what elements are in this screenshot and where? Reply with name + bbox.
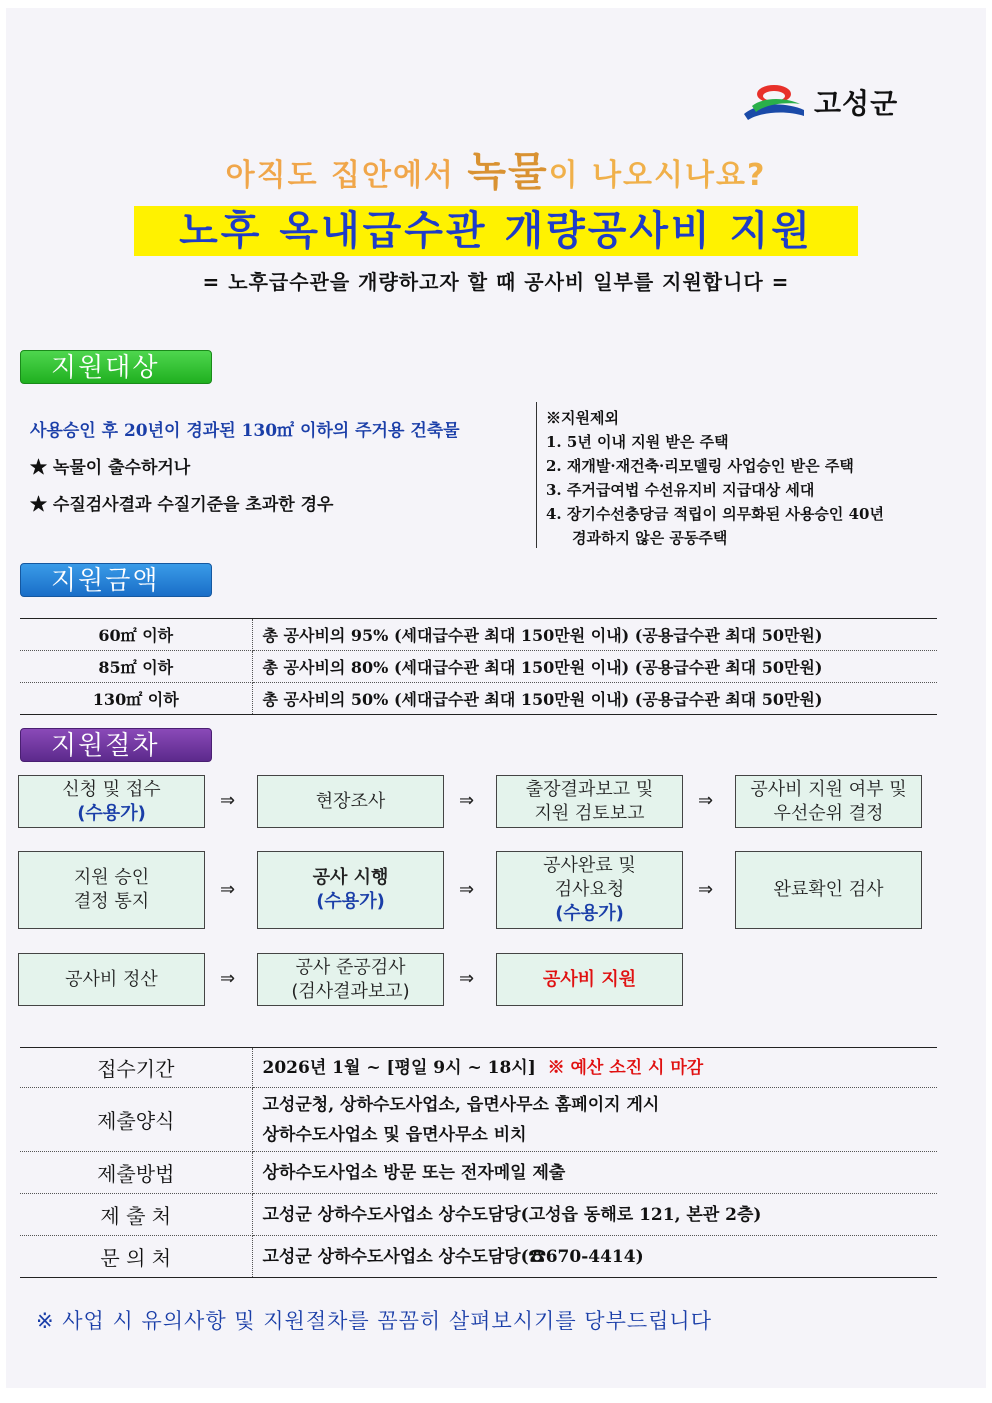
- amount-support: 총 공사비의 95% (세대급수관 최대 150만원 이내) (공용급수관 최대 50만원): [252, 619, 937, 651]
- target-item: ★ 녹물이 출수하거나: [30, 458, 191, 478]
- arrow-icon: ⇒: [459, 790, 475, 811]
- section-label-procedure: 지원절차: [20, 728, 212, 762]
- footer-notice: ※ 사업 시 유의사항 및 지원절차를 꼼꼼히 살펴보시기를 당부드립니다: [36, 1309, 713, 1333]
- headline-emphasis: 녹물: [467, 149, 549, 195]
- step-settlement: 공사비 정산: [18, 953, 205, 1006]
- goseong-emblem-icon: [738, 80, 808, 124]
- arrow-icon: ⇒: [698, 879, 714, 900]
- table-row: [20, 1088, 937, 1152]
- table-row: [20, 651, 937, 683]
- info-key: 문 의 처: [20, 1236, 252, 1278]
- exclusion-item-continued: 경과하지 않은 공동주택: [572, 529, 728, 547]
- target-conditions: [30, 416, 530, 527]
- table-row: [20, 1236, 937, 1278]
- arrow-icon: ⇒: [220, 879, 236, 900]
- logo: [738, 80, 898, 124]
- step-final-inspection: 공사 준공검사 (검사결과보고): [257, 953, 444, 1006]
- table-row: [20, 1048, 937, 1088]
- step-priority-decision: 공사비 지원 여부 및 우선순위 결정: [735, 775, 922, 828]
- exclusion-title: ※지원제외: [546, 409, 619, 427]
- logo-text: 고성군: [814, 87, 899, 120]
- info-value: 고성군 상하수도사업소 상수도담당(고성읍 동해로 121, 본관 2층): [252, 1194, 937, 1236]
- arrow-icon: ⇒: [698, 790, 714, 811]
- exclusion-item: 3. 주거급여법 수선유지비 지급대상 세대: [546, 481, 815, 499]
- step-completion-inspection: 완료확인 검사: [735, 851, 922, 929]
- subtitle: = 노후급수관을 개량하고자 할 때 공사비 일부를 지원합니다 =: [202, 270, 790, 294]
- amount-size: 60㎡ 이하: [20, 619, 252, 651]
- exclusion-item: 4. 장기수선충당금 적립이 의무화된 사용승인 40년: [546, 505, 884, 523]
- info-key: 접수기간: [20, 1048, 252, 1088]
- exclusion-list: [546, 406, 966, 550]
- step-payment: 공사비 지원: [496, 953, 683, 1006]
- amount-size: 85㎡ 이하: [20, 651, 252, 683]
- table-row: [20, 683, 937, 715]
- table-row: [20, 619, 937, 651]
- step-construction: 공사 시행 (수용가): [257, 851, 444, 929]
- step-review-report: 출장결과보고 및 지원 검토보고: [496, 775, 683, 828]
- table-row: [20, 1152, 937, 1194]
- info-key: 제출방법: [20, 1152, 252, 1194]
- amount-support: 총 공사비의 50% (세대급수관 최대 150만원 이내) (공용급수관 최대 50만원): [252, 683, 937, 715]
- step-site-survey: 현장조사: [257, 775, 444, 828]
- info-key: 제 출 처: [20, 1194, 252, 1236]
- table-row: [20, 1194, 937, 1236]
- amount-size: 130㎡ 이하: [20, 683, 252, 715]
- info-value: 고성군 상하수도사업소 상수도담당(☎670-4414): [252, 1236, 937, 1278]
- info-table: [20, 1047, 937, 1278]
- info-value: 상하수도사업소 방문 또는 전자메일 제출: [252, 1152, 937, 1194]
- arrow-icon: ⇒: [220, 968, 236, 989]
- info-value: 2026년 1월 ~ [평일 9시 ~ 18시] ※ 예산 소진 시 마감: [252, 1048, 937, 1088]
- step-application: 신청 및 접수 (수용가): [18, 775, 205, 828]
- amount-table: [20, 618, 937, 715]
- deadline-note: ※ 예산 소진 시 마감: [547, 1057, 704, 1078]
- amount-support: 총 공사비의 80% (세대급수관 최대 150만원 이내) (공용급수관 최대 50만원): [252, 651, 937, 683]
- arrow-icon: ⇒: [220, 790, 236, 811]
- arrow-icon: ⇒: [459, 879, 475, 900]
- page-title: 노후 옥내급수관 개량공사비 지원: [179, 208, 813, 254]
- step-approval-notice: 지원 승인 결정 통지: [18, 851, 205, 929]
- section-label-amount: 지원금액: [20, 563, 212, 597]
- target-item: ★ 수질검사결과 수질기준을 초과한 경우: [30, 495, 334, 515]
- step-inspection-request: 공사완료 및 검사요청 (수용가): [496, 851, 683, 929]
- exclusion-item: 1. 5년 이내 지원 받은 주택: [546, 433, 729, 451]
- info-value: 고성군청, 상하수도사업소, 읍면사무소 홈페이지 게시 상하수도사업소 및 읍면사무소 비치: [252, 1088, 937, 1152]
- target-condition: 사용승인 후 20년이 경과된 130㎡ 이하의 주거용 건축물: [30, 421, 460, 441]
- exclusion-item: 2. 재개발·재건축·리모델링 사업승인 받은 주택: [546, 457, 854, 475]
- section-label-target: 지원대상: [20, 350, 212, 384]
- divider: [536, 402, 537, 548]
- arrow-icon: ⇒: [459, 968, 475, 989]
- headline: 아직도 집안에서 녹물이 나오시나요?: [225, 149, 767, 195]
- info-key: 제출양식: [20, 1088, 252, 1152]
- title-banner: [134, 206, 858, 256]
